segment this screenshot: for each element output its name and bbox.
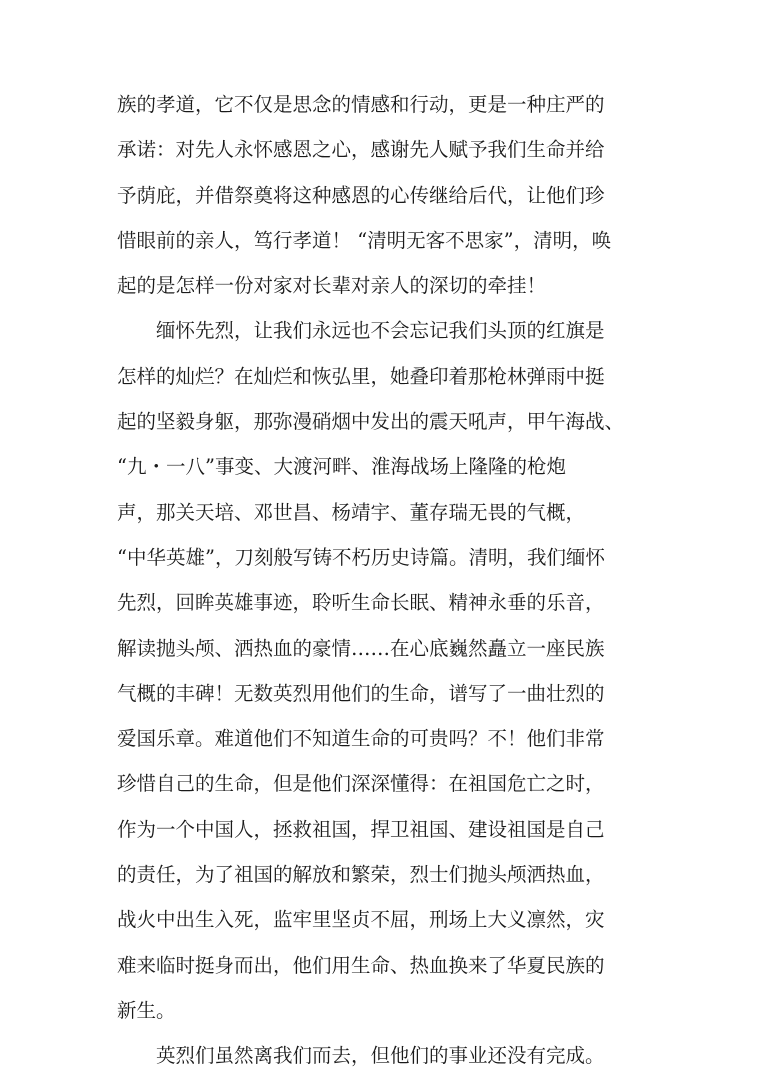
text-line: 予荫庇，并借祭奠将这种感恩的心传继给后代，让他们珍 xyxy=(117,183,605,207)
text-line: 解读抛头颅、洒热血的豪情……在心底巍然矗立一座民族 xyxy=(117,636,605,660)
text-line: 气概的丰碑！无数英烈用他们的生命，谱写了一曲壮烈的 xyxy=(117,681,605,705)
text-line: 先烈，回眸英雄事迹，聆听生命长眠、精神永垂的乐音， xyxy=(117,591,605,615)
text-line: 难来临时挺身而出，他们用生命、热血换来了华夏民族的 xyxy=(117,953,605,977)
text-line: 惜眼前的亲人，笃行孝道！ “清明无客不思家”，清明，唤 xyxy=(117,228,612,252)
text-line: 作为一个中国人，拯救祖国，捍卫祖国、建设祖国是自己 xyxy=(117,817,605,841)
text-line: 族的孝道，它不仅是思念的情感和行动，更是一种庄严的 xyxy=(117,93,605,116)
text-line: 的责任，为了祖国的解放和繁荣，烈士们抛头颅洒热血， xyxy=(117,863,605,887)
text-line: 起的是怎样一份对家对长辈对亲人的深切的牵挂！ xyxy=(117,274,547,298)
text-line: “中华英雄”，刀刻般写铸不朽历史诗篇。清明，我们缅怀 xyxy=(117,545,605,569)
text-line: 珍惜自己的生命，但是他们深深懂得：在祖国危亡之时， xyxy=(117,772,605,796)
text-line: 英烈们虽然离我们而去，但他们的事业还没有完成。 xyxy=(117,1044,605,1068)
text-line: 爱国乐章。难道他们不知道生命的可贵吗？不！他们非常 xyxy=(117,727,605,751)
text-line: 承诺：对先人永怀感恩之心，感谢先人赋予我们生命并给 xyxy=(117,138,605,162)
text-line: 新生。 xyxy=(117,998,176,1022)
text-line: 缅怀先烈，让我们永远也不会忘记我们头顶的红旗是 xyxy=(117,319,605,343)
text-line: 战火中出生入死，监牢里坚贞不屈，刑场上大义凛然，灾 xyxy=(117,908,605,932)
text-line: “九・一八”事变、大渡河畔、淮海战场上隆隆的枪炮 xyxy=(117,455,566,479)
text-line: 起的坚毅身躯，那弥漫硝烟中发出的震天吼声，甲午海战、 xyxy=(117,410,625,434)
document-body xyxy=(117,82,657,1079)
text-line: 怎样的灿烂？在灿烂和恢弘里，她叠印着那枪林弹雨中挺 xyxy=(117,364,605,388)
text-line: 声，那关天培、邓世昌、杨靖宇、董存瑞无畏的气概， xyxy=(117,500,586,524)
